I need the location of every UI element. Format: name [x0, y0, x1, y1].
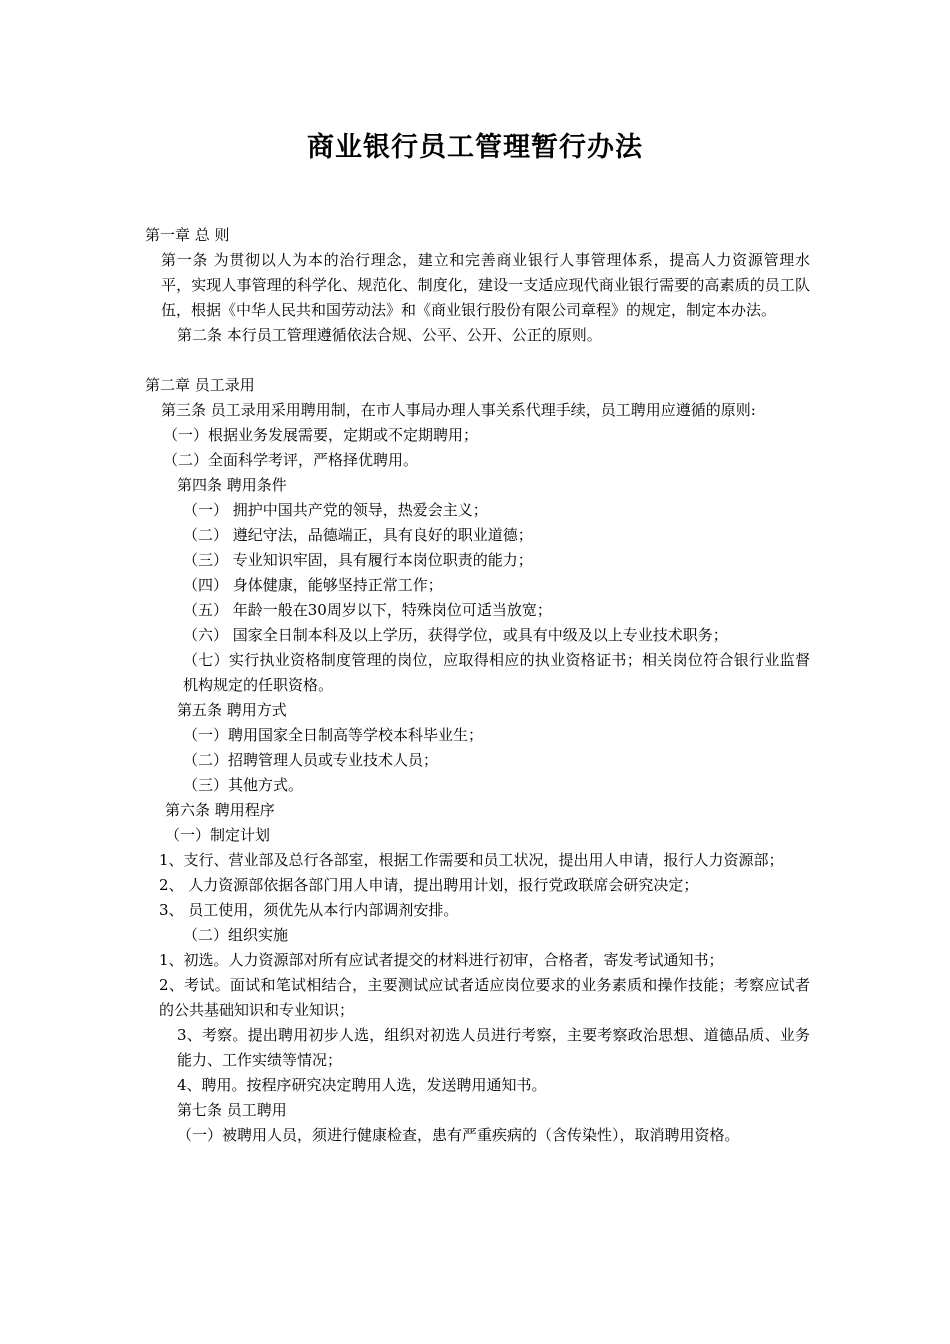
article-6-plan-heading: （一）制定计划: [165, 826, 271, 844]
spacer: [145, 348, 810, 373]
chapter-2-heading: 第二章 员工录用: [145, 376, 255, 394]
article-4-item: （五） 年龄一般在30周岁以下，特殊岗位可适当放宽；: [183, 601, 552, 619]
article-5-item: （三）其他方式。: [183, 776, 304, 794]
org-step-2: 2、考试。面试和笔试相结合，主要测试应试者适应岗位要求的业务素质和操作技能；考察应试者的公共基础知识和专业知识；: [159, 976, 810, 1019]
article-4-heading: 第四条 聘用条件: [177, 476, 287, 494]
article-5-item: （二）招聘管理人员或专业技术人员；: [183, 751, 439, 769]
document-title: 商业银行员工管理暂行办法: [307, 132, 643, 163]
article-4-item-7: （七）实行执业资格制度管理的岗位，应取得相应的执业资格证书；相关岗位符合银行业监督机构规定的任职资格。: [183, 651, 810, 694]
article-5-item: （一）聘用国家全日制高等学校本科毕业生；: [183, 726, 484, 744]
plan-step-1: 1、支行、营业部及总行各部室，根据工作需要和员工状况，提出用人申请，报行人力资源部；: [159, 851, 784, 869]
article-5-heading: 第五条 聘用方式: [177, 701, 287, 719]
article-4-item: （四） 身体健康，能够坚持正常工作；: [183, 576, 443, 594]
org-step-3: 3、考察。提出聘用初步人选，组织对初选人员进行考察，主要考察政治思想、道德品质、业务能力、工作实绩等情况；: [177, 1026, 810, 1069]
article-7-heading: 第七条 员工聘用: [177, 1101, 287, 1119]
document-body: [145, 223, 810, 1148]
article-3-item: （二）全面科学考评，严格择优聘用。: [163, 451, 419, 469]
org-step-1: 1、初选。人力资源部对所有应试者提交的材料进行初审，合格者，寄发考试通知书；: [159, 951, 724, 969]
article-2: 第二条 本行员工管理遵循依法合规、公平、公开、公正的原则。: [177, 326, 602, 344]
org-step-4: 4、聘用。按程序研究决定聘用人选，发送聘用通知书。: [177, 1076, 547, 1094]
article-7-item-1: （一）被聘用人员，须进行健康检查，患有严重疾病的（含传染性），取消聘用资格。: [177, 1126, 740, 1144]
article-4-item: （三） 专业知识牢固，具有履行本岗位职责的能力；: [183, 551, 533, 569]
plan-step-3: 3、 员工使用，须优先从本行内部调剂安排。: [159, 901, 459, 919]
chapter-1-heading: 第一章 总 则: [145, 226, 230, 244]
article-4-item: （六） 国家全日制本科及以上学历，获得学位，或具有中级及以上专业技术职务；: [183, 626, 728, 644]
article-3-item: （一）根据业务发展需要，定期或不定期聘用；: [163, 426, 479, 444]
article-4-item: （二） 遵纪守法，品德端正，具有良好的职业道德；: [183, 526, 533, 544]
plan-step-2: 2、 人力资源部依据各部门用人申请，提出聘用计划，报行党政联席会研究决定；: [159, 876, 699, 894]
article-3: 第三条 员工录用采用聘用制，在市人事局办理人事关系代理手续，员工聘用应遵循的原则:: [161, 401, 756, 419]
article-4-item: （一） 拥护中国共产党的领导，热爱会主义；: [183, 501, 488, 519]
article-1: 第一条 为贯彻以人为本的治行理念，建立和完善商业银行人事管理体系，提高人力资源管理水平，实现人事管理的科学化、规范化、制度化，建设一支适应现代商业银行需要的高素质的员工队伍，根据《中华人民共和国劳动法》和《商业银行股份有限公司章程》的规定，制定本办法。: [161, 251, 810, 319]
article-6-org-heading: （二）组织实施: [183, 926, 289, 944]
article-6-heading: 第六条 聘用程序: [165, 801, 275, 819]
